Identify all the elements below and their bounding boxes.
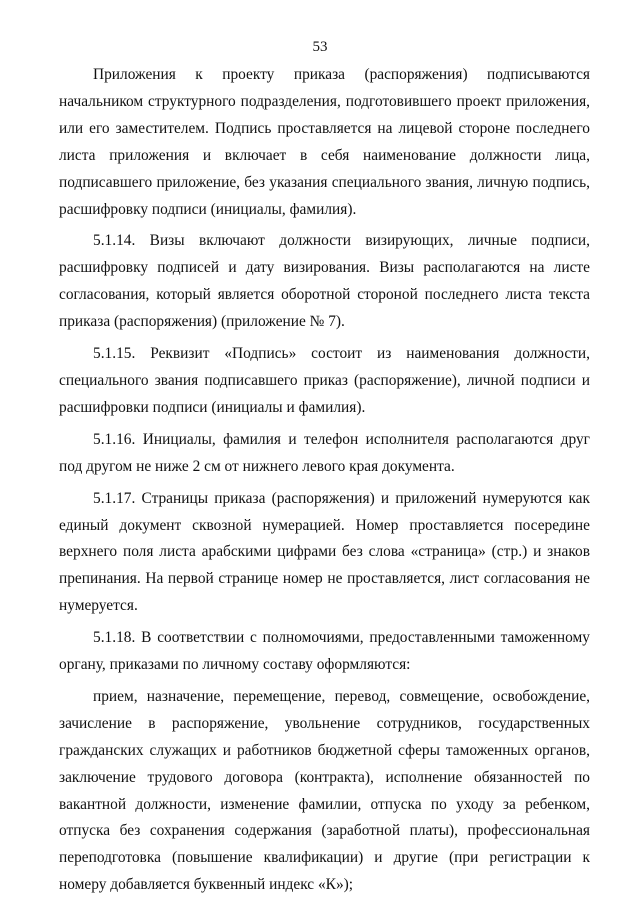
list-item-personnel-orders: прием, назначение, перемещение, перевод, совмещение, освобождение, зачисление в распоряжение, увольнение сотрудников, государственных гражданских служащих и работников бюджетной сферы таможенных органов, заключение трудового договора (контракта), исполнение обязанностей по вакантной должности, изменение фамилии, отпуска по уходу за ребенком, отпуска без сохранения содержания (заработной платы), профессиональная переподготовка (повышение квалификации) и другие (при регистрации к номеру добавляется буквенный индекс «К»);	[59, 687, 590, 894]
document-body	[59, 62, 590, 904]
paragraph-5-1-14: 5.1.14. Визы включают должности визирующих, личные подписи, расшифровку подписей и дату визирования. Визы располагаются на листе согласования, который является оборотной стороной последнего листа текста приказа (распоряжения) (приложение № 7).	[59, 232, 590, 331]
paragraph-appendix-signatures: Приложения к проекту приказа (распоряжения) подписываются начальником структурного подразделения, подготовившего проект приложения, или его заместителем. Подпись проставляется на лицевой стороне последнего листа приложения и включает в себя наименование должности лица, подписавшего приложение, без указания специального звания, личную подпись, расшифровку подписи (инициалы, фамилия).	[59, 66, 590, 218]
paragraph-5-1-15: 5.1.15. Реквизит «Подпись» состоит из наименования должности, специального звания подписавшего приказ (распоряжение), личной подписи и расшифровки подписи (инициалы и фамилия).	[59, 345, 590, 416]
paragraph-5-1-17: 5.1.17. Страницы приказа (распоряжения) и приложений нумеруются как единый документ сквозной нумерацией. Номер проставляется посередине верхнего поля листа арабскими цифрами без слова «страница» (стр.) и знаков препинания. На первой странице номер не проставляется, лист согласования не нумеруется.	[59, 489, 590, 615]
paragraph-5-1-16: 5.1.16. Инициалы, фамилия и телефон исполнителя располагаются друг под другом не ниже 2 см от нижнего левого края документа.	[59, 430, 590, 475]
page-number: 53	[312, 39, 328, 55]
paragraph-5-1-18: 5.1.18. В соответствии с полномочиями, предоставленными таможенному органу, приказами по личному составу оформляются:	[59, 629, 590, 674]
